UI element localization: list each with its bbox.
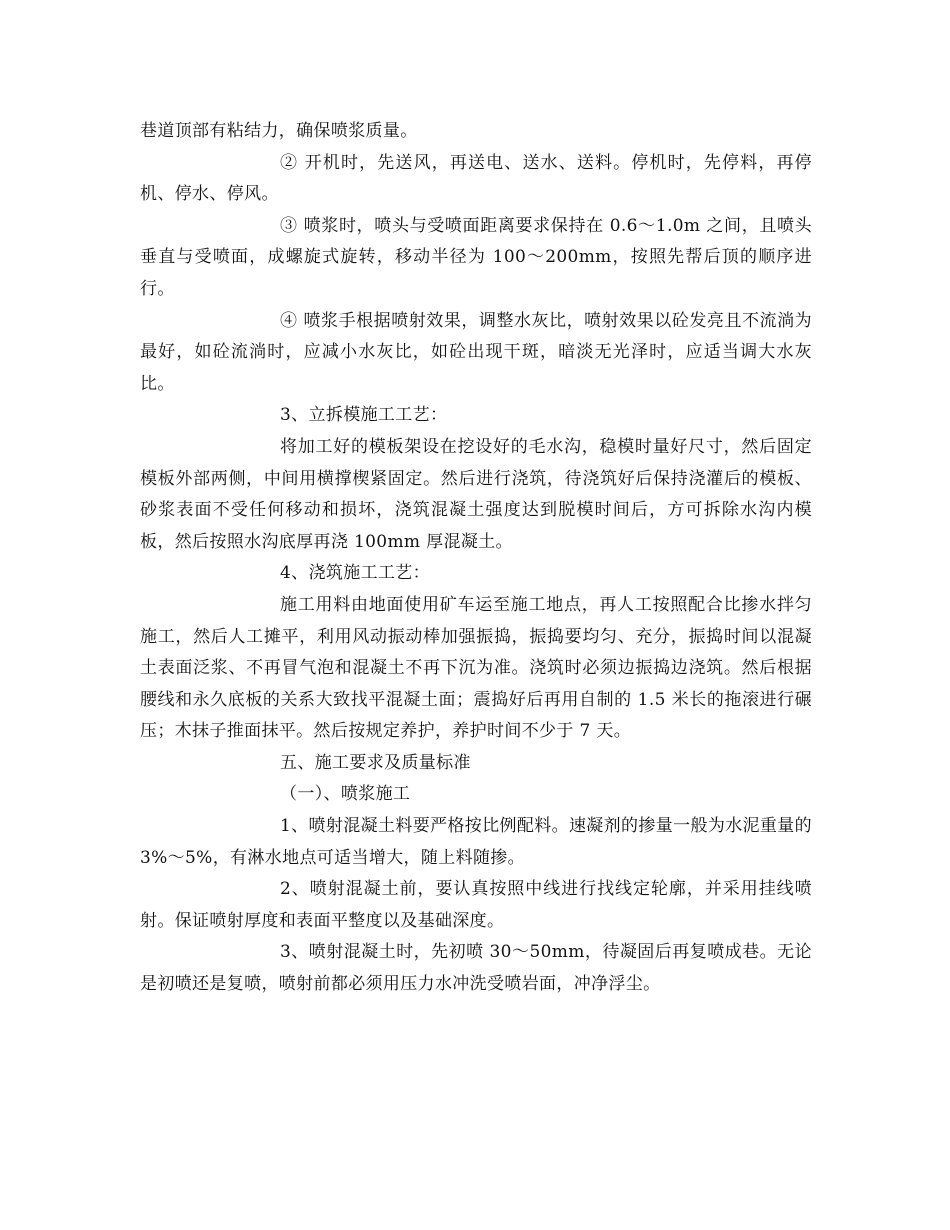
paragraph-2: ② 开机时，先送风，再送电、送水、送料。停机时，先停料，再停机、停水、停风。 xyxy=(140,152,812,205)
section-heading-formwork: 3、立拆模施工工艺： xyxy=(280,405,448,426)
paragraph-9: 3、喷射混凝土时，先初喷 30～50mm，待凝固后再复喷成巷。无论是初喷还是复喷，喷射前都必须用压力水冲洗受喷岩面，冲净浮尘。 xyxy=(140,942,812,995)
paragraph-7: 1、喷射混凝土料要严格按比例配料。速凝剂的掺量一般为水泥重量的 3%～5%，有淋水地点可适当增大，随上料随掺。 xyxy=(140,816,812,868)
section-heading-pouring: 4、浇筑施工工艺： xyxy=(280,563,430,584)
section-heading-requirements: 五、施工要求及质量标准 xyxy=(280,752,471,773)
paragraph-3: ③ 喷浆时，喷头与受喷面距离要求保持在 0.6～1.0m 之间，且喷头垂直与受喷面，成螺旋式旋转，移动半径为 100～200mm，按照先帮后顶的顺序进行。 xyxy=(140,215,812,299)
paragraph-6: 施工用料由地面使用矿车运至施工地点，再人工按照配合比掺水拌匀施工，然后人工摊平，利用风动振动棒加强振捣，振捣要均匀、充分，振捣时间以混凝土表面泛浆、不再冒气泡和混凝土不再下沉为准。浇筑时必须边振捣边浇筑。然后根据腰线和永久底板的关系大致找平混凝土面；震捣好后再用自制的 1.5 米长的拖滚进行碾压；木抹子推面抹平。然后按规定养护，养护时间不少于 7 天。 xyxy=(140,594,812,742)
paragraph-5: 将加工好的模板架设在挖设好的毛水沟，稳模时量好尺寸，然后固定模板外部两侧，中间用横撑楔紧固定。然后进行浇筑，待浇筑好后保持浇灌后的模板、砂浆表面不受任何移动和损坏，浇筑混凝土强度达到脱模时间后，方可拆除水沟内模板，然后按照水沟底厚再浇 100mm 厚混凝土。 xyxy=(140,436,812,552)
paragraph-4: ④ 喷浆手根据喷射效果，调整水灰比，喷射效果以砼发亮且不流淌为最好，如砼流淌时，应减小水灰比，如砼出现干斑，暗淡无光泽时，应适当调大水灰比。 xyxy=(140,310,812,394)
document-body xyxy=(140,116,812,1001)
paragraph-1: 巷道顶部有粘结力，确保喷浆质量。 xyxy=(140,121,418,141)
subsection-heading-shotcrete: （一）、喷浆施工 xyxy=(280,784,411,805)
paragraph-8: 2、喷射混凝土前，要认真按照中线进行找线定轮廓，并采用挂线喷射。保证喷射厚度和表面平整度以及基础深度。 xyxy=(140,879,812,931)
